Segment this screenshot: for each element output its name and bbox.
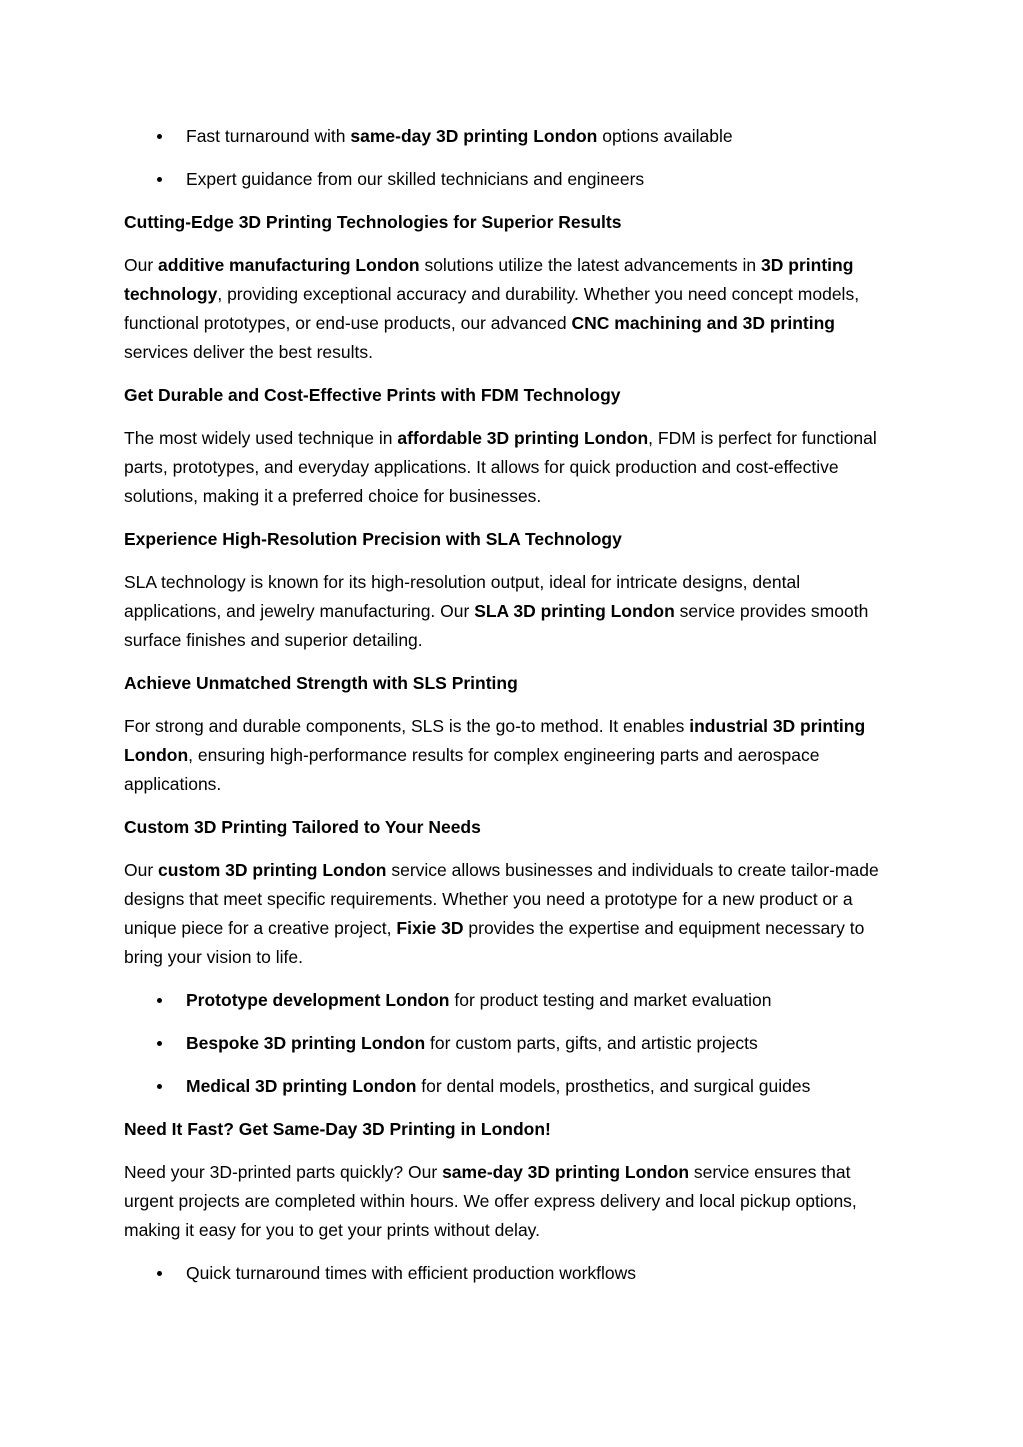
paragraph-sla: SLA technology is known for its high-resolution output, ideal for intricate designs, dental applications, and jewelry manufacturing. Our SLA 3D printing London service provides smooth surface finishes and superior detailing. [124,572,869,650]
section-heading-fdm: Get Durable and Cost-Effective Prints with FDM Technology [124,385,621,405]
bullet-icon [157,177,162,182]
list-item: Expert guidance from our skilled technicians and engineers [124,165,899,194]
section-heading-sla: Experience High-Resolution Precision with SLA Technology [124,529,622,549]
paragraph-additive-manufacturing: Our additive manufacturing London solutions utilize the latest advancements in 3D printing technology, providing exceptional accuracy and durability. Whether you need concept models, functional prototypes, or end-use products, our advanced CNC machining and 3D printing services deliver the best results. [124,255,860,362]
bullet-icon [157,998,162,1003]
list-item: Prototype development London for product testing and market evaluation [124,986,899,1015]
list-item: Quick turnaround times with efficient production workflows [124,1259,899,1288]
list-item: Bespoke 3D printing London for custom parts, gifts, and artistic projects [124,1029,899,1058]
section-heading-sls: Achieve Unmatched Strength with SLS Printing [124,673,518,693]
paragraph-sls: For strong and durable components, SLS is the go-to method. It enables industrial 3D printing London, ensuring high-performance results for complex engineering parts and aerospace applications. [124,716,866,794]
document-page [124,122,899,1302]
list-item: Fast turnaround with same-day 3D printing London options available [124,122,899,151]
section-heading-custom: Custom 3D Printing Tailored to Your Needs [124,817,481,837]
paragraph-fdm: The most widely used technique in affordable 3D printing London, FDM is perfect for functional parts, prototypes, and everyday applications. It allows for quick production and cost-effective solutions, making it a preferred choice for businesses. [124,428,877,506]
bullet-icon [157,134,162,139]
services-bullet-list [124,986,899,1101]
paragraph-custom: Our custom 3D printing London service allows businesses and individuals to create tailor-made designs that meet specific requirements. Whether you need a prototype for a new product or a unique piece for a creative project, Fixie 3D provides the expertise and equipment necessary to bring your vision to life. [124,860,879,967]
section-heading-same-day: Need It Fast? Get Same-Day 3D Printing in London! [124,1119,551,1139]
list-item: Medical 3D printing London for dental models, prosthetics, and surgical guides [124,1072,899,1101]
bottom-bullet-list [124,1259,899,1288]
bullet-icon [157,1271,162,1276]
top-bullet-list [124,122,899,194]
section-heading-cutting-edge: Cutting-Edge 3D Printing Technologies for Superior Results [124,212,622,232]
bullet-icon [157,1041,162,1046]
bullet-icon [157,1084,162,1089]
paragraph-same-day: Need your 3D-printed parts quickly? Our same-day 3D printing London service ensures that urgent projects are completed within hours. We offer express delivery and local pickup options, making it easy for you to get your prints without delay. [124,1162,857,1240]
